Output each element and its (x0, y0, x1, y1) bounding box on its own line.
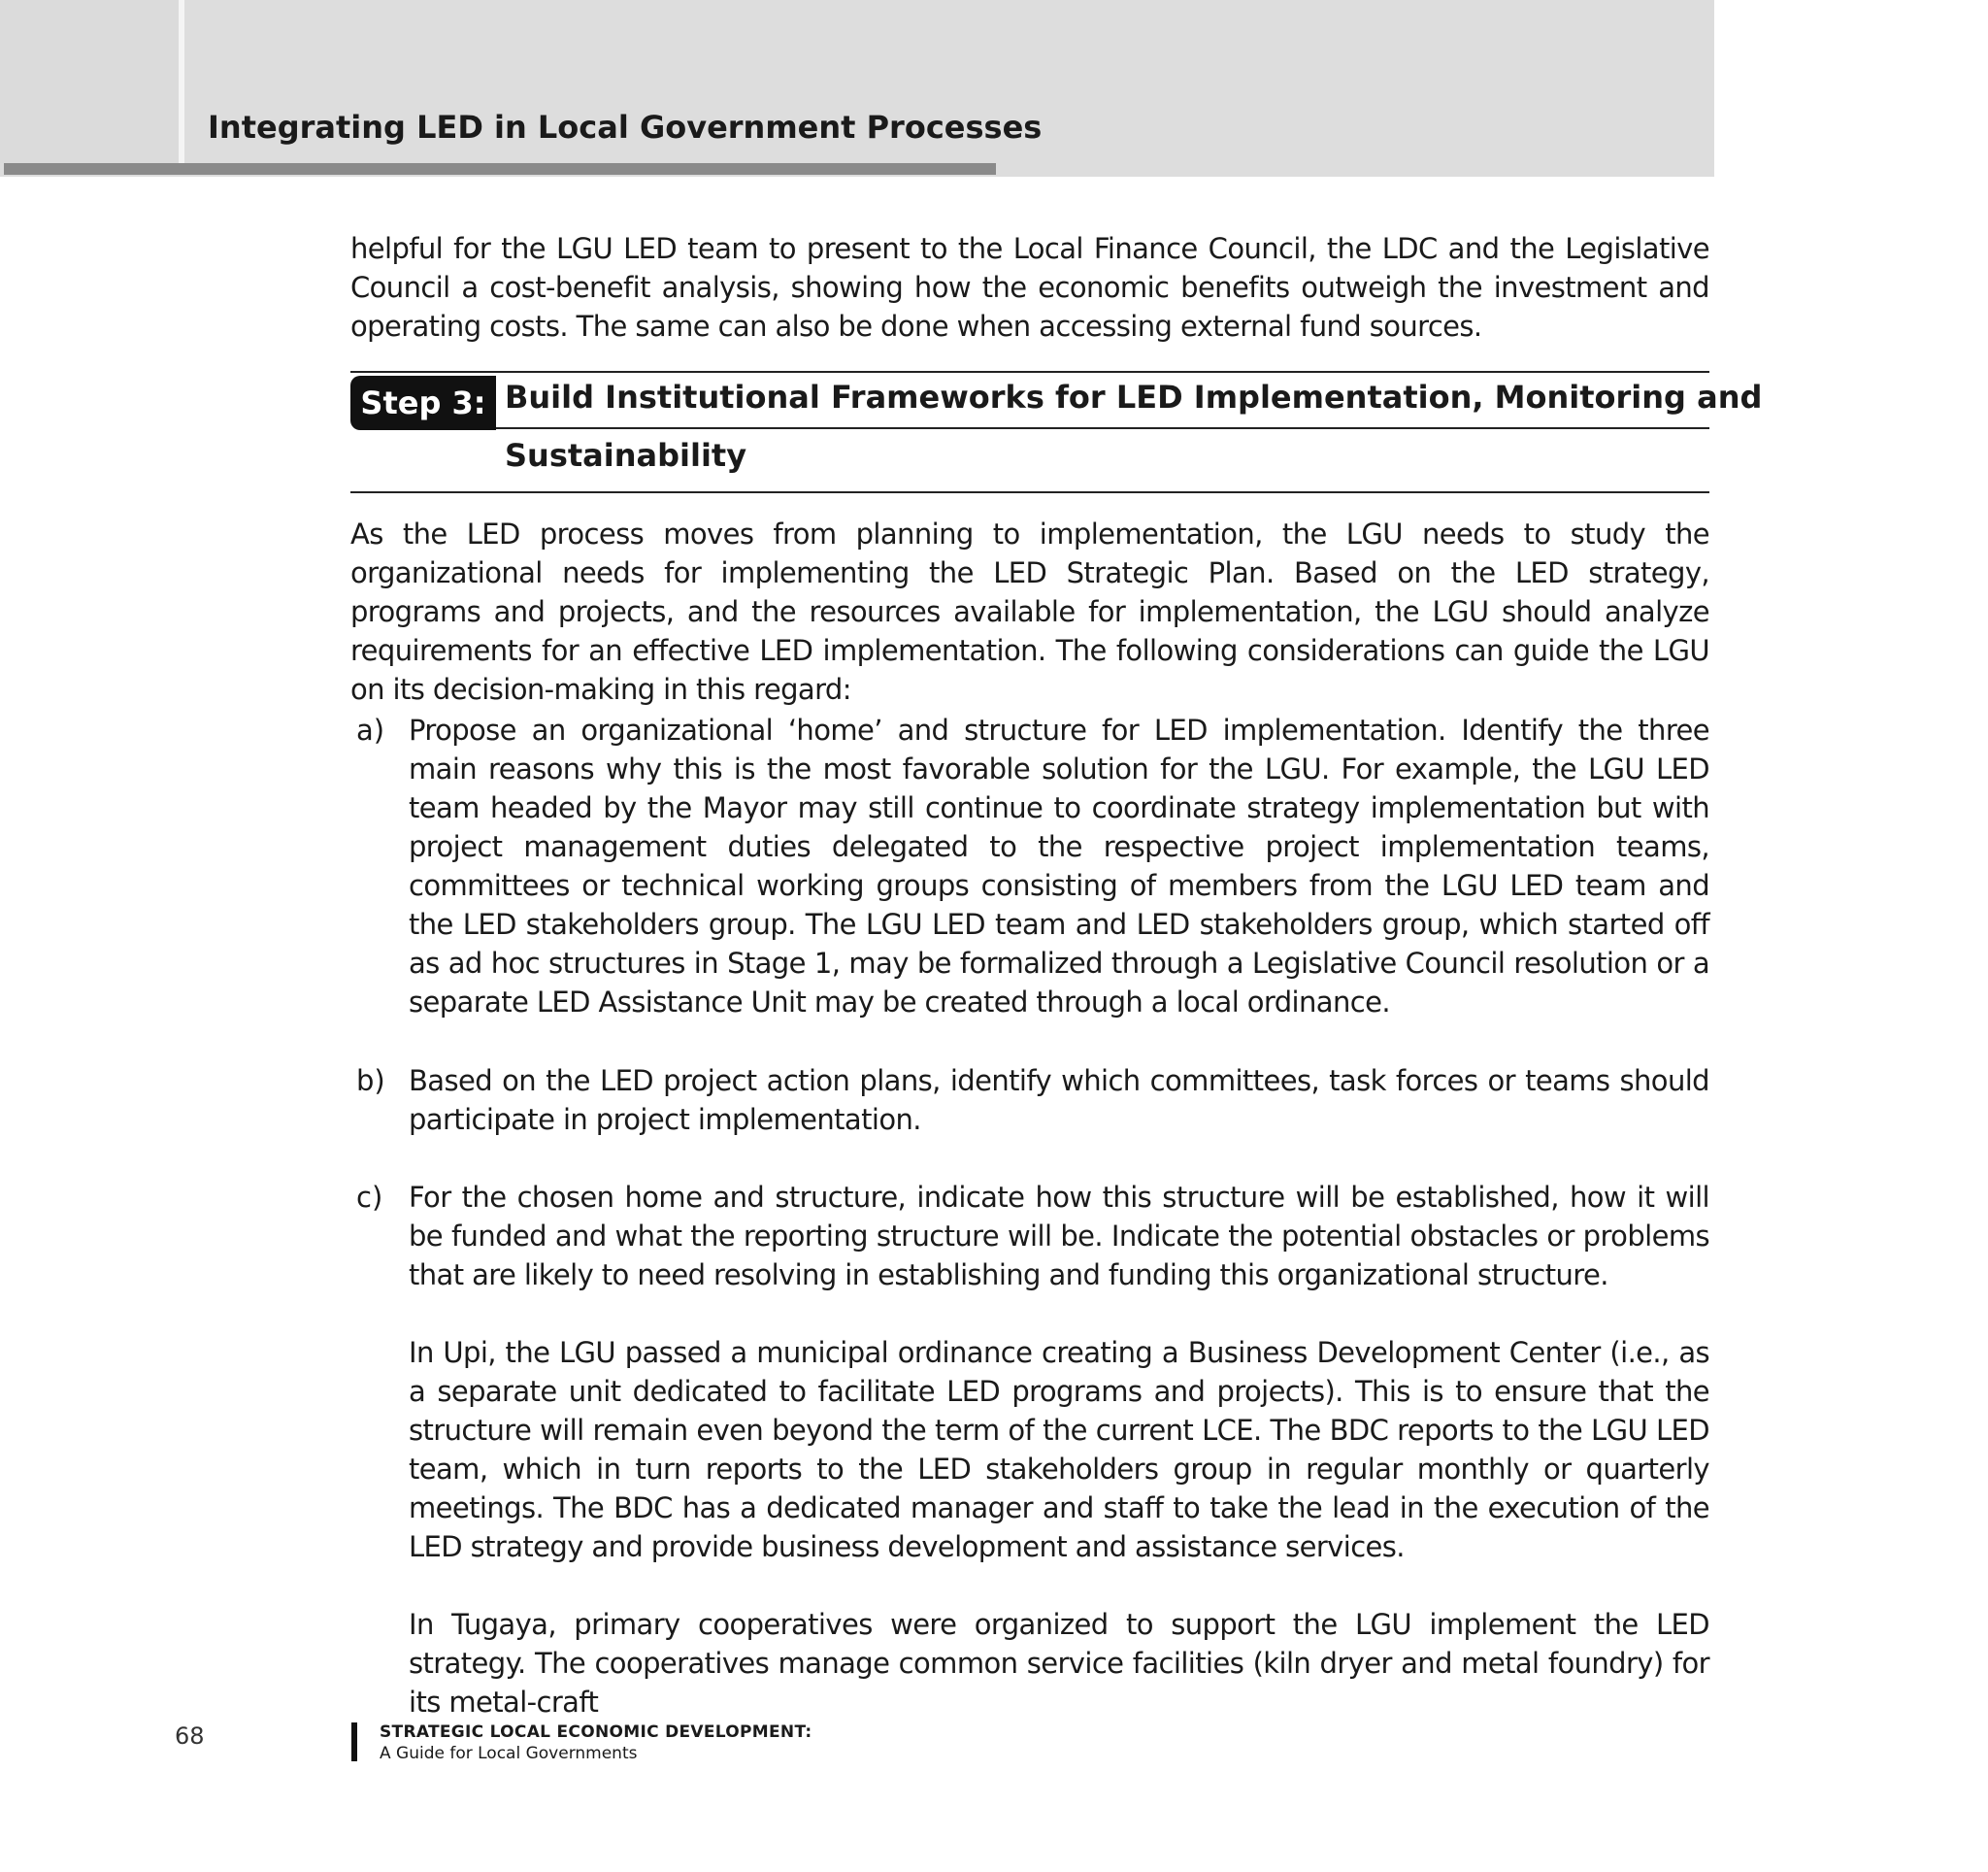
list-marker: b) (356, 1064, 385, 1097)
tugaya-example-paragraph: In Tugaya, primary cooperatives were organized to support the LGU implement the LED strategy. The cooperatives manage common service facilities (kiln dryer and metal foundry) for its metal-craft (409, 1608, 1709, 1719)
list-item-text: For the chosen home and structure, indicate how this structure will be established, how it will be funded and what the reporting structure will be. Indicate the potential obstacles or problems that are likely to need resolving in establishing and funding this organizational structure. (409, 1181, 1709, 1291)
header-rule (4, 163, 996, 175)
footer-publication-subtitle: A Guide for Local Governments (380, 1744, 638, 1763)
upi-example-paragraph: In Upi, the LGU passed a municipal ordinance creating a Business Development Center (i.e., as a separate unit dedicated to facilitate LED programs and projects). This is to ensure that the structure will remain even beyond the term of the current LCE. The BDC reports to the LGU LED team, which in turn reports to the LED stakeholders group in regular monthly or quarterly meetings. The BDC has a dedicated manager and staff to take the lead in the execution of the LED strategy and provide business development and assistance services. (409, 1336, 1709, 1563)
step-title-line-2: Sustainability (505, 437, 747, 474)
list-item-text: Based on the LED project action plans, identify which committees, task forces or teams should participate in project implementation. (409, 1064, 1709, 1136)
header-band (0, 0, 1714, 177)
intro-paragraph: helpful for the LGU LED team to present to the Local Finance Council, the LDC and the Legislative Council a cost-benefit analysis, showing how the economic benefits outweigh the investment and operating costs. The same can also be done when accessing external fund sources. (350, 232, 1709, 343)
page-number: 68 (175, 1722, 205, 1750)
step-heading-divider (496, 427, 1709, 429)
footer-bar (351, 1722, 357, 1761)
step-heading (350, 371, 1763, 493)
list-item-text: Propose an organizational ‘home’ and structure for LED implementation. Identify the three main reasons why this is the most favorable solution for the LGU. For example, the LGU LED team headed by the Mayor may still continue to coordinate strategy implementation but with project management duties delegated to the respective project implementation teams, committees or technical working groups consisting of members from the LGU LED team and the LED stakeholders group. The LGU LED team and LED stakeholders group, which started off as ad hoc structures in Stage 1, may be formalized through a Legislative Council resolution or a separate LED Assistance Unit may be created through a local ordinance. (409, 714, 1709, 1019)
lead-paragraph: As the LED process moves from planning to implementation, the LGU needs to study the organizational needs for implementing the LED Strategic Plan. Based on the LED strategy, programs and projects, and the resources available for implementation, the LGU should analyze requirements for an effective LED implementation. The following considerations can guide the LGU on its decision-making in this regard: (350, 518, 1709, 706)
footer-publication-title: STRATEGIC LOCAL ECONOMIC DEVELOPMENT: (380, 1722, 812, 1742)
list-marker: a) (356, 714, 385, 747)
header-corner-block (0, 0, 184, 163)
step-title-line-1: Build Institutional Frameworks for LED Implementation, Monitoring and (505, 379, 1763, 416)
running-header-title: Integrating LED in Local Government Processes (208, 109, 1043, 146)
step-badge: Step 3: (350, 376, 496, 430)
list-marker: c) (356, 1181, 383, 1214)
